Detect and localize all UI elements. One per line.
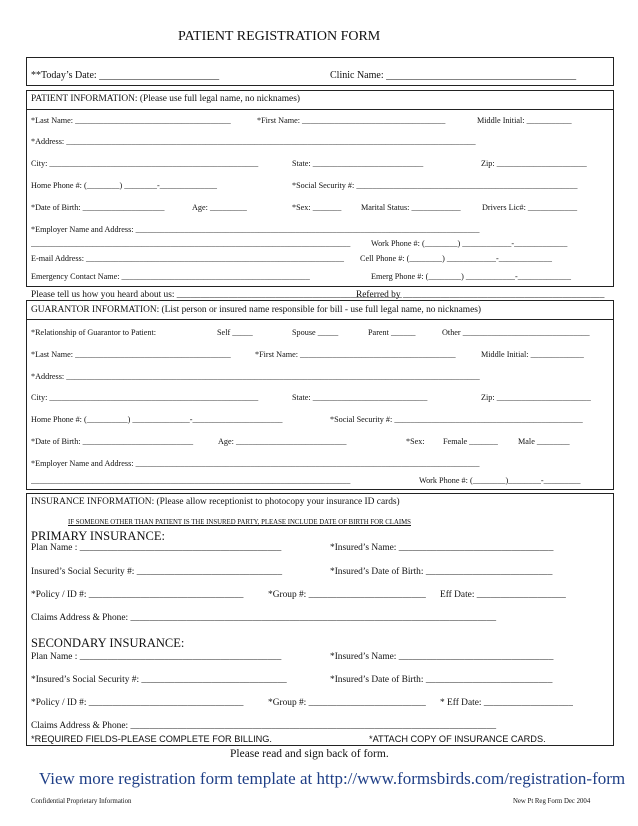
guarantor-home-phone-field[interactable]: Home Phone #: (__________) ______________-______________________ <box>31 415 283 424</box>
secondary-claims-field[interactable]: Claims Address & Phone: ______________________________________________________________________________ <box>31 721 497 731</box>
patient-employer-field[interactable]: *Employer Name and Address: ____________________________________________________________________________________ <box>31 225 480 234</box>
primary-claims-field[interactable]: Claims Address & Phone: ______________________________________________________________________________ <box>31 613 497 623</box>
patient-city-field[interactable]: City: ___________________________________________________ <box>31 159 259 168</box>
patient-cell-phone-field[interactable]: Cell Phone #: (________) ____________-_____________ <box>360 254 552 263</box>
patient-home-phone-field[interactable]: Home Phone #: (________) ________-______________ <box>31 181 218 190</box>
patient-sex-field[interactable]: *Sex: _______ <box>292 203 342 212</box>
heard-about-field[interactable]: Please tell us how you heard about us: ________________________________________________ <box>31 290 402 300</box>
guarantor-first-name-field[interactable]: *First Name: ______________________________________ <box>255 350 456 359</box>
primary-policy-field[interactable]: *Policy / ID #: _________________________________ <box>31 590 244 600</box>
secondary-insured-ssn-field[interactable]: *Insured’s Social Security #: _______________________________ <box>31 675 287 685</box>
relationship-spouse-field[interactable]: Spouse _____ <box>292 328 339 337</box>
guarantor-address-field[interactable]: *Address: _____________________________________________________________________________________________________ <box>31 372 480 381</box>
form-title: PATIENT REGISTRATION FORM <box>178 29 381 44</box>
guarantor-age-field[interactable]: Age: ___________________________ <box>218 437 347 446</box>
patient-state-field[interactable]: State: ___________________________ <box>292 159 424 168</box>
secondary-plan-name-field[interactable]: Plan Name : ___________________________________________ <box>31 652 282 662</box>
divider <box>26 109 614 110</box>
emergency-phone-field[interactable]: Emerg Phone #: (________) ____________-_____________ <box>371 272 571 281</box>
guarantor-employer-field[interactable]: *Employer Name and Address: ____________________________________________________________________________________ <box>31 459 480 468</box>
primary-insured-dob-field[interactable]: *Insured’s Date of Birth: ___________________________ <box>330 567 553 577</box>
today-date-field[interactable]: **Today’s Date: ________________________ <box>31 70 220 81</box>
relationship-other-field[interactable]: Other _______________________________ <box>442 328 590 337</box>
guarantor-city-field[interactable]: City: ___________________________________________________ <box>31 393 259 402</box>
guarantor-dob-field[interactable]: *Date of Birth: ___________________________ <box>31 437 194 446</box>
referred-by-field[interactable]: Referred by ___________________________________________ <box>356 290 605 300</box>
patient-marital-status-field[interactable]: Marital Status: ____________ <box>361 203 461 212</box>
patient-last-name-field[interactable]: *Last Name: ______________________________________ <box>31 116 231 125</box>
patient-work-phone-field[interactable]: Work Phone #: (________) ____________-_____________ <box>371 239 568 248</box>
secondary-insurance-heading: SECONDARY INSURANCE: <box>31 636 185 650</box>
secondary-insured-name-field[interactable]: *Insured’s Name: _________________________________ <box>330 652 554 662</box>
patient-info-header: PATIENT INFORMATION: (Please use full legal name, no nicknames) <box>31 94 300 104</box>
patient-email-field[interactable]: E-mail Address: _______________________________________________________________ <box>31 254 344 263</box>
insured-party-note: IF SOMEONE OTHER THAN PATIENT IS THE INSURED PARTY, PLEASE INCLUDE DATE OF BIRTH FOR CLAIMS <box>68 519 411 526</box>
divider <box>26 319 614 320</box>
secondary-group-field[interactable]: *Group #: _________________________ <box>268 698 426 708</box>
sign-back-note: Please read and sign back of form. <box>230 748 389 760</box>
guarantor-male-field[interactable]: Male ________ <box>518 437 570 446</box>
guarantor-zip-field[interactable]: Zip: _______________________ <box>481 393 591 402</box>
patient-dob-field[interactable]: *Date of Birth: ____________________ <box>31 203 165 212</box>
patient-zip-field[interactable]: Zip: ______________________ <box>481 159 587 168</box>
guarantor-work-phone-field[interactable]: Work Phone #: (________)________-_________ <box>419 476 581 485</box>
attach-cards-note: *ATTACH COPY OF INSURANCE CARDS. <box>369 734 546 744</box>
guarantor-employer-line2[interactable]: ______________________________________________________________________________ <box>31 476 351 485</box>
clinic-name-field[interactable]: Clinic Name: ______________________________________ <box>330 70 577 81</box>
patient-ssn-field[interactable]: *Social Security #: ______________________________________________________ <box>292 181 578 190</box>
guarantor-ssn-field[interactable]: *Social Security #: ______________________________________________ <box>330 415 583 424</box>
primary-insured-name-field[interactable]: *Insured’s Name: _________________________________ <box>330 543 554 553</box>
guarantor-relationship-label: *Relationship of Guarantor to Patient: <box>31 328 157 337</box>
patient-first-name-field[interactable]: *First Name: ___________________________________ <box>257 116 446 125</box>
secondary-eff-date-field[interactable]: * Eff Date: ___________________ <box>440 698 573 708</box>
primary-eff-date-field[interactable]: Eff Date: ___________________ <box>440 590 566 600</box>
guarantor-sex-label: *Sex: <box>406 437 425 446</box>
emergency-contact-field[interactable]: Emergency Contact Name: ______________________________________________ <box>31 272 310 281</box>
relationship-self-field[interactable]: Self _____ <box>217 328 253 337</box>
insurance-header: INSURANCE INFORMATION: (Please allow receptionist to photocopy your insurance ID cards) <box>31 497 400 507</box>
primary-group-field[interactable]: *Group #: _________________________ <box>268 590 426 600</box>
primary-insurance-heading: PRIMARY INSURANCE: <box>31 529 165 543</box>
formsbirds-link[interactable]: http://www.formsbirds.com/registration-form <box>316 769 626 788</box>
primary-insured-ssn-field[interactable]: Insured’s Social Security #: _______________________________ <box>31 567 283 577</box>
ad-prefix: View more registration form template at <box>39 769 317 788</box>
footer-confidential: Confidential Proprietary Information <box>31 798 132 805</box>
template-ad-line <box>39 769 625 789</box>
primary-plan-name-field[interactable]: Plan Name : ___________________________________________ <box>31 543 282 553</box>
guarantor-header: GUARANTOR INFORMATION: (List person or insured name responsible for bill - use full legal name, no nicknames) <box>31 305 482 315</box>
relationship-parent-field[interactable]: Parent ______ <box>368 328 416 337</box>
footer-form-version: New Pt Reg Form Dec 2004 <box>513 798 591 805</box>
patient-age-field[interactable]: Age: _________ <box>192 203 247 212</box>
patient-employer-line2[interactable]: ______________________________________________________________________________ <box>31 239 351 248</box>
patient-drivers-lic-field[interactable]: Drivers Lic#: ____________ <box>482 203 578 212</box>
guarantor-female-field[interactable]: Female _______ <box>443 437 498 446</box>
patient-address-field[interactable]: *Address: ____________________________________________________________________________________________________ <box>31 137 476 146</box>
secondary-policy-field[interactable]: *Policy / ID #: _________________________________ <box>31 698 244 708</box>
guarantor-last-name-field[interactable]: *Last Name: ______________________________________ <box>31 350 231 359</box>
patient-middle-initial-field[interactable]: Middle Initial: ___________ <box>477 116 572 125</box>
secondary-insured-dob-field[interactable]: *Insured’s Date of Birth: ___________________________ <box>330 675 553 685</box>
guarantor-middle-initial-field[interactable]: Middle Initial: _____________ <box>481 350 584 359</box>
required-fields-note: *REQUIRED FIELDS-PLEASE COMPLETE FOR BILLING. <box>31 734 272 744</box>
guarantor-state-field[interactable]: State: ____________________________ <box>292 393 428 402</box>
